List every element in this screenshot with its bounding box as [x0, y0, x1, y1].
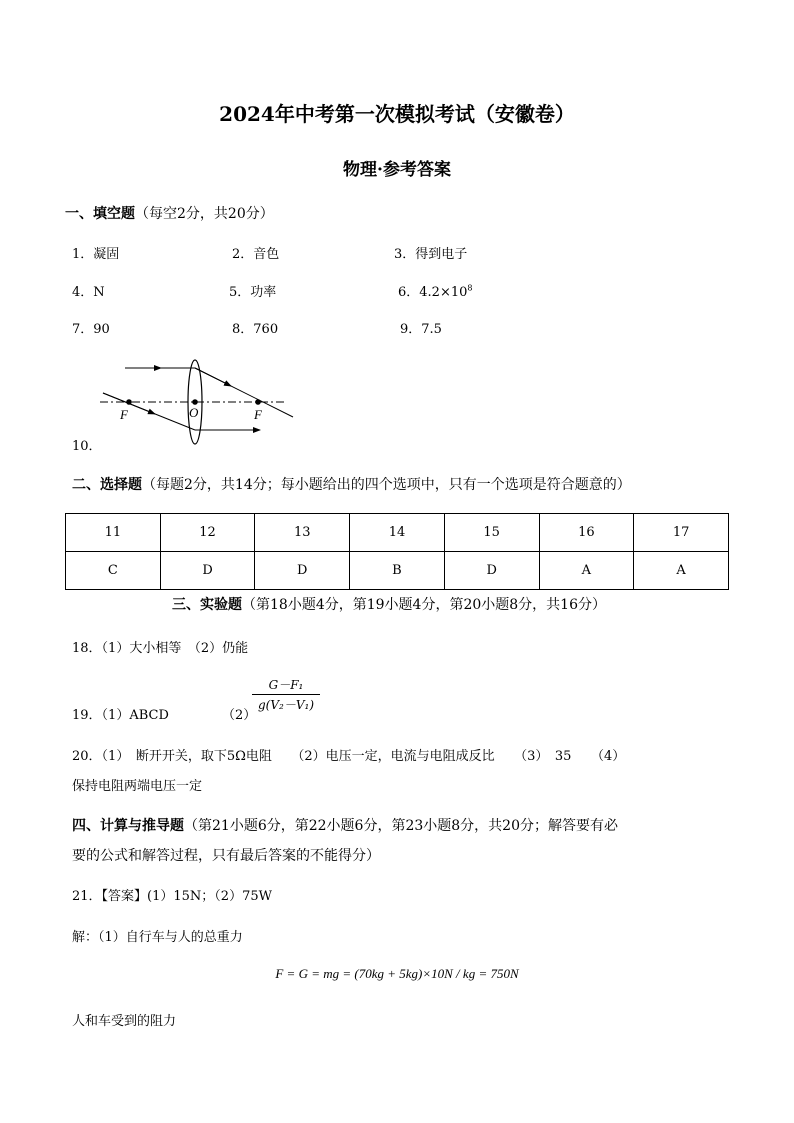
- question-21-answer: 21．【答案】(1）15N；（2）75W: [72, 889, 272, 904]
- question-10-label: 10．: [72, 439, 102, 454]
- table-cell-answer: A: [634, 552, 729, 590]
- page-title: 2024年中考第一次模拟考试（安徽卷）: [219, 102, 575, 126]
- table-cell-answer: C: [66, 552, 161, 590]
- section2-note: （每题2分，共14分；每小题给出的四个选项中，只有一个选项是符合题意的）: [142, 477, 631, 493]
- fraction-denominator: g(V₂－V₁): [258, 698, 314, 712]
- answer-8: 8．760: [232, 322, 279, 337]
- answer-3: 3．得到电子: [394, 247, 468, 262]
- question-19-fraction: [252, 676, 320, 713]
- answer-6: [398, 281, 472, 300]
- fraction-numerator: G－F₁: [268, 678, 304, 692]
- table-cell-number: 14: [350, 514, 445, 552]
- section4-heading: 四、计算与推导题: [72, 818, 184, 834]
- answer-5: 5．功率: [229, 285, 277, 300]
- table-row-numbers: [66, 514, 729, 552]
- label-f-right: F: [254, 407, 262, 422]
- section1-header: [65, 203, 274, 223]
- question-20-line2: 保持电阻两端电压一定: [72, 779, 203, 794]
- section3-heading: 三、实验题: [172, 597, 242, 613]
- table-cell-number: 12: [160, 514, 255, 552]
- question-18-answer: 18．（1）大小相等 （2）仍能: [72, 641, 249, 656]
- table-cell-number: 17: [634, 514, 729, 552]
- focal-point-right: [255, 399, 261, 405]
- table-row-answers: [66, 552, 729, 590]
- fraction-bar: [252, 694, 320, 695]
- table-cell-answer: D: [160, 552, 255, 590]
- lens-ray-diagram: [95, 355, 295, 447]
- question-20-line1: 20．（1） 断开开关，取下5Ω电阻 （2）电压一定，电流与电阻成反比 （3） 35 （4）: [72, 749, 626, 764]
- section4-note-line1: （第21小题6分，第22小题6分，第23小题8分，共20分；解答要有必: [184, 818, 618, 834]
- question-19-part1: 19．（1）ABCD: [72, 708, 169, 723]
- focal-point-left: [126, 399, 132, 405]
- section2-header: [72, 474, 631, 494]
- label-f-left: F: [120, 407, 128, 422]
- question-21-solution-intro: 解：（1）自行车与人的总重力: [72, 930, 243, 945]
- table-cell-number: 13: [255, 514, 350, 552]
- table-cell-number: 16: [539, 514, 634, 552]
- section3-note: （第18小题4分，第19小题4分，第20小题8分，共16分）: [242, 597, 606, 613]
- section3-header: [172, 594, 606, 614]
- table-cell-number: 11: [66, 514, 161, 552]
- section4-note-line2: 要的公式和解答过程，只有最后答案的不能得分）: [72, 848, 380, 864]
- answer-6-text: 6．4.2×10: [398, 285, 468, 300]
- answer-6-exponent: 8: [467, 283, 473, 293]
- table-cell-answer: D: [255, 552, 350, 590]
- section4-header: [72, 815, 618, 835]
- section2-heading: 二、选择题: [72, 477, 142, 493]
- question-19-part2-label: （2）: [222, 708, 257, 723]
- choice-answer-table: [65, 513, 729, 590]
- section1-note: （每空2分，共20分）: [135, 206, 274, 222]
- answer-7: 7．90: [72, 322, 110, 337]
- question-21-next-line: 人和车受到的阻力: [72, 1014, 177, 1029]
- section1-heading: 一、填空题: [65, 206, 135, 222]
- gravity-formula: F = G = mg = (70kg + 5kg)×10N / kg = 750N: [275, 966, 519, 981]
- table-cell-answer: A: [539, 552, 634, 590]
- answer-9: 9．7.5: [400, 322, 442, 337]
- page-subtitle: 物理·参考答案: [343, 160, 451, 180]
- optical-center: [192, 399, 198, 405]
- table-cell-answer: B: [350, 552, 445, 590]
- label-o: O: [189, 405, 199, 420]
- table-cell-number: 15: [444, 514, 539, 552]
- answer-1: 1．凝固: [72, 247, 120, 262]
- table-cell-answer: D: [444, 552, 539, 590]
- answer-2: 2．音色: [232, 247, 280, 262]
- answer-4: 4．N: [72, 285, 105, 300]
